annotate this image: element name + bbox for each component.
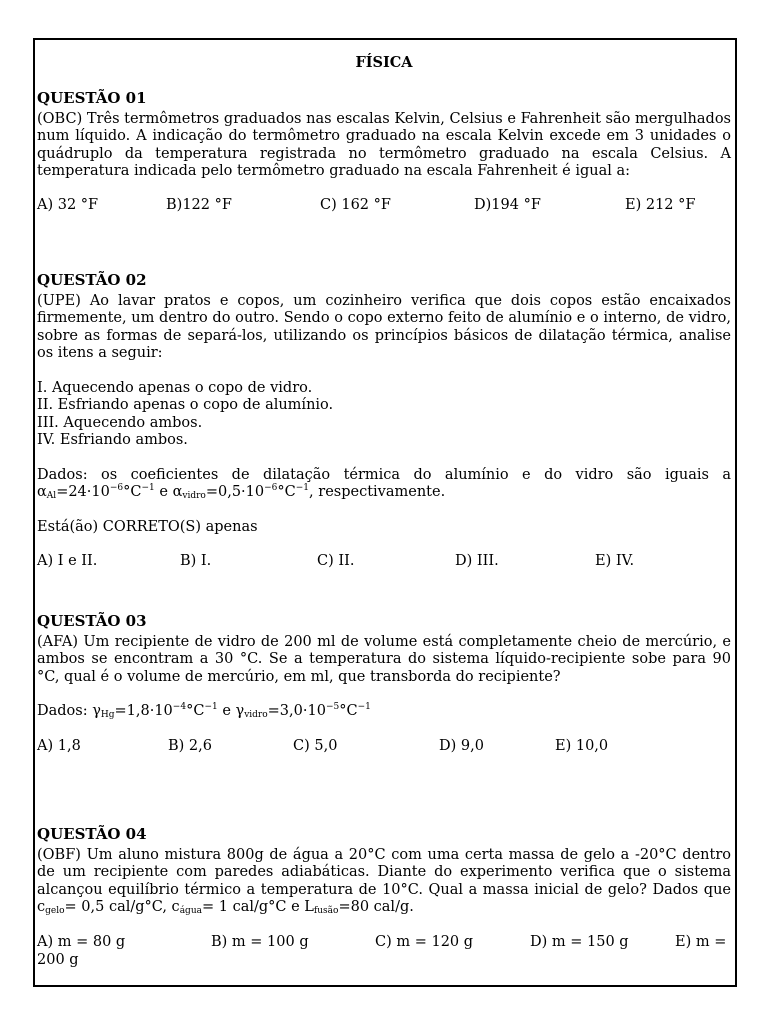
item-1: I. Aquecendo apenas o copo de vidro. [37, 379, 313, 396]
alpha-al [37, 484, 155, 500]
option-d: D) III. [455, 553, 499, 569]
question-2-text: (UPE) Ao lavar pratos e copos, um cozinheiro verifica que dois copos estão encaixados firmemente, um dentro do outro. Sendo o copo externo feito de alumínio e o interno, de vidro, sobre as formas de separá-los, utilizando os princípios básicos de dilatação térmica, analise os itens a seguir: [37, 292, 731, 361]
l-fusao-subscript: fusão [313, 906, 339, 916]
option-e: E) 10,0 [555, 737, 609, 754]
option-c: C) 162 °F [320, 196, 391, 213]
option-a: A) 32 °F [37, 196, 99, 213]
gamma-symbol: γ [235, 703, 245, 719]
item-3: III. Aquecendo ambos. [37, 414, 203, 431]
gamma-vidro-subscript: vidro [244, 710, 268, 720]
option-e: E) m = [675, 933, 727, 950]
c-agua-subscript: água [179, 906, 202, 916]
alpha-al-exponent: −6 [109, 483, 124, 493]
question-4-text [37, 847, 731, 917]
alpha-vidro [173, 484, 309, 500]
l-fusao-value: =80 cal/g. [338, 899, 414, 915]
page-title: FÍSICA [355, 54, 413, 71]
gamma-hg-unit-exponent: −1 [204, 702, 218, 712]
alpha-vidro-subscript: vidro [182, 491, 206, 501]
question-3-options [37, 738, 731, 756]
option-a: A) I e II. [37, 553, 98, 569]
gamma-vidro-exponent: −5 [325, 702, 340, 712]
alpha-symbol: α [172, 484, 183, 500]
question-2-items [37, 380, 731, 450]
gamma-hg-value: =1,8·10 [114, 703, 173, 719]
alpha-vidro-unit-exponent: −1 [295, 483, 310, 493]
question-1-options [37, 197, 731, 215]
gamma-symbol: γ [92, 703, 101, 719]
gamma-vidro-unit: °C [339, 703, 358, 719]
question-2-heading: QUESTÃO 02 [37, 271, 147, 289]
question-4-text-main: (OBF) Um aluno mistura 800g de água a 20°C com uma certa massa de gelo a -20°C dentro de um recipiente com paredes adiabáticas. Diante do experimento verifica que o sistema alcançou equilíbrio térmico a temperatura de 10°C. Qual a massa inicial de gelo? Dados que c [37, 846, 731, 915]
question-4 [37, 826, 731, 969]
gamma-vidro-value: =3,0·10 [267, 703, 326, 719]
alpha-al-unit: °C [123, 484, 142, 500]
question-3-data [37, 703, 731, 721]
question-1-text: (OBC) Três termômetros graduados nas escalas Kelvin, Celsius e Fahrenheit são mergulhados num líquido. A indicação do termômetro graduado na escala Kelvin excede em 3 unidades o quádruplo da temperatura registrada no termômetro graduado na escala Celsius. A temperatura indicada pelo termômetro graduado na escala Fahrenheit é igual a: [37, 110, 731, 179]
option-a: A) 1,8 [37, 737, 81, 754]
option-d: D) m = 150 g [530, 933, 629, 950]
alpha-al-value: =24·10 [56, 484, 110, 500]
item-2: II. Esfriando apenas o copo de alumínio. [37, 397, 334, 413]
option-b: B)122 °F [166, 196, 232, 213]
question-1-heading: QUESTÃO 01 [37, 89, 147, 107]
alpha-vidro-unit: °C [277, 484, 296, 500]
option-c: C) m = 120 g [375, 933, 474, 950]
question-2-prompt: Está(ão) CORRETO(S) apenas [37, 518, 258, 535]
option-d: D)194 °F [474, 196, 541, 213]
question-1 [37, 90, 731, 215]
question-3-heading: QUESTÃO 03 [37, 612, 147, 630]
and-text: e [154, 484, 173, 500]
question-3-text: (AFA) Um recipiente de vidro de 200 ml de volume está completamente cheio de mercúrio, e ambos se encontram a 30 °C. Se a temperatura do sistema líquido-recipiente sobe para 90 °C, qual é o volume de mercúrio, em ml, que transborda do recipiente? [37, 633, 731, 685]
option-c: C) 5,0 [293, 737, 338, 754]
gamma-vidro [236, 703, 371, 719]
c-gelo-value: = 0,5 cal/g°C, c [64, 899, 180, 915]
option-e-continuation: 200 g [37, 951, 79, 968]
item-4: IV. Esfriando ambos. [37, 432, 188, 448]
data-end: , respectivamente. [309, 484, 446, 500]
alpha-vidro-value: =0,5·10 [205, 484, 265, 500]
question-4-heading: QUESTÃO 04 [37, 825, 147, 843]
c-gelo-subscript: gelo [45, 906, 65, 916]
alpha-al-subscript: Al [46, 491, 57, 501]
option-e: E) 212 °F [625, 196, 696, 213]
option-a: A) m = 80 g [37, 933, 126, 950]
c-agua-value: = 1 cal/g°C e L [201, 899, 314, 915]
and-text: e [217, 703, 236, 719]
question-3 [37, 613, 731, 756]
alpha-symbol: α [37, 484, 47, 500]
data-intro: Dados: os coeficientes de dilatação térmica do alumínio e do vidro são iguais a [37, 466, 731, 483]
option-b: B) I. [180, 553, 212, 569]
alpha-al-unit-exponent: −1 [141, 483, 155, 493]
gamma-hg-unit: °C [186, 703, 205, 719]
data-label: Dados: [37, 703, 93, 719]
option-b: B) m = 100 g [211, 933, 309, 950]
gamma-hg [92, 703, 218, 719]
option-b: B) 2,6 [168, 737, 212, 754]
gamma-vidro-unit-exponent: −1 [357, 702, 371, 712]
question-2 [37, 272, 731, 571]
gamma-hg-subscript: Hg [100, 710, 115, 720]
alpha-vidro-exponent: −6 [264, 483, 278, 493]
question-2-data [37, 467, 731, 502]
option-e: E) IV. [595, 553, 635, 569]
option-d: D) 9,0 [439, 737, 484, 754]
gamma-hg-exponent: −4 [172, 702, 187, 712]
question-4-options [37, 934, 731, 952]
option-c: C) II. [317, 553, 355, 569]
question-2-options [37, 553, 731, 571]
